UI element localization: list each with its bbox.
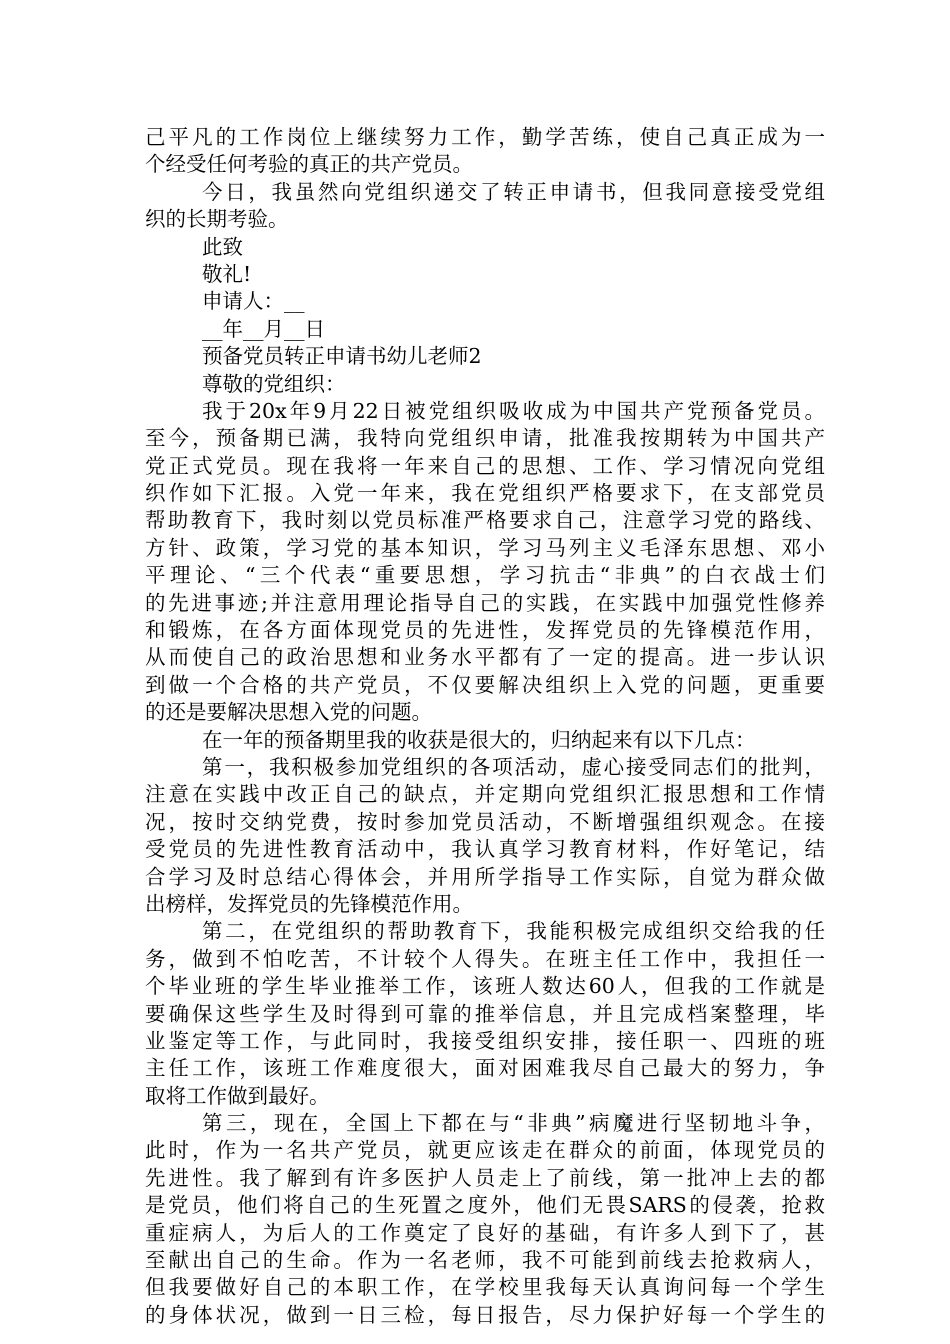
text-line: 取将工作做到最好。 [145,1083,330,1108]
text-line: 主任工作，该班工作难度很大，面对困难我尽自己最大的努力，争 [145,1056,825,1081]
text-line: 第二，在党组织的帮助教育下，我能积极完成组织交给我的任 [202,919,825,944]
text-line: 预备党员转正申请书幼儿老师2 [202,344,482,369]
text-line: 在一年的预备期里我的收获是很大的，归纳起来有以下几点： [202,727,756,752]
text-line: 此时，作为一名共产党员，就更应该走在群众的前面，体现党员的 [145,1138,825,1163]
text-line: 平理论、“三个代表“重要思想，学习抗击“非典”的白衣战士们 [145,563,825,588]
text-line: 我于20x年9月22日被党组织吸收成为中国共产党预备党员。 [202,398,825,423]
text-line: 从而使自己的政治思想和业务水平都有了一定的提高。进一步认识 [145,645,825,670]
text-line: 合学习及时总结心得体会，并用所学指导工作实际，自觉为群众做 [145,864,825,889]
text-line: 此致 [202,234,243,259]
text-line: 的先进事迹;并注意用理论指导自己的实践，在实践中加强党性修养 [145,590,825,615]
text-line: 敬礼! [202,261,252,286]
text-line: 到做一个合格的共产党员，不仅要解决组织上入党的问题，更重要 [145,672,825,697]
text-line: 织的长期考验。 [145,207,289,232]
text-line: 先进性。我了解到有许多医护人员走上了前线，第一批冲上去的都 [145,1165,825,1190]
text-line: 个经受任何考验的真正的共产党员。 [145,152,473,177]
text-line: 重症病人，为后人的工作奠定了良好的基础，有许多人到下了，甚 [145,1220,825,1245]
text-line: 务，做到不怕吃苦，不计较个人得失。在班主任工作中，我担任一 [145,946,825,971]
text-line: __年__月__日 [202,316,325,341]
text-line: 第一，我积极参加党组织的各项活动，虚心接受同志们的批判， [202,754,825,779]
text-line: 的还是要解决思想入党的问题。 [145,700,432,725]
text-line: 申请人：__ [202,289,305,314]
text-line: 的身体状况，做到一日三检，每日报告，尽力保护好每一个学生的 [145,1302,825,1327]
text-line: 要确保这些学生及时得到可靠的推举信息，并且完成档案整理，毕 [145,1001,825,1026]
text-line: 方针、政策，学习党的基本知识，学习马列主义毛泽东思想、邓小 [145,535,825,560]
text-line: 己平凡的工作岗位上继续努力工作，勤学苦练，使自己真正成为一 [145,125,825,149]
text-line: 和锻炼，在各方面体现党员的先进性，发挥党员的先锋模范作用， [145,618,825,643]
text-line: 今日，我虽然向党组织递交了转正申请书，但我同意接受党组 [202,179,825,204]
text-line: 至献出自己的生命。作为一名老师，我不可能到前线去抢救病人， [145,1248,825,1273]
text-line: 出榜样，发挥党员的先锋模范作用。 [145,891,473,916]
text-line: 受党员的先进性教育活动中，我认真学习教育材料，作好笔记，结 [145,837,825,862]
document-body [145,124,825,1329]
text-line: 党正式党员。现在我将一年来自己的思想、工作、学习情况向党组 [145,453,825,478]
text-line: 业鉴定等工作，与此同时，我接受组织安排，接任职一、四班的班 [145,1028,825,1053]
text-line: 个毕业班的学生毕业推举工作，该班人数达60人，但我的工作就是 [145,974,825,999]
text-line: 但我要做好自己的本职工作，在学校里我每天认真询问每一个学生 [145,1275,825,1300]
text-line: 至今，预备期已满，我特向党组织申请，批准我按期转为中国共产 [145,426,825,451]
text-line: 织作如下汇报。入党一年来，我在党组织严格要求下，在支部党员 [145,481,825,506]
text-line: 尊敬的党组织： [202,371,346,396]
text-line: 是党员，他们将自己的生死置之度外，他们无畏SARS的侵袭，抢救 [145,1193,825,1218]
text-line: 况，按时交纳党费，按时参加党员活动，不断增强组织观念。在接 [145,809,825,834]
text-line: 注意在实践中改正自己的缺点，并定期向党组织汇报思想和工作情 [145,782,825,807]
text-line: 第三，现在，全国上下都在与“非典”病魔进行坚韧地斗争， [202,1111,825,1136]
text-line: 帮助教育下，我时刻以党员标准严格要求自己，注意学习党的路线、 [145,508,825,533]
